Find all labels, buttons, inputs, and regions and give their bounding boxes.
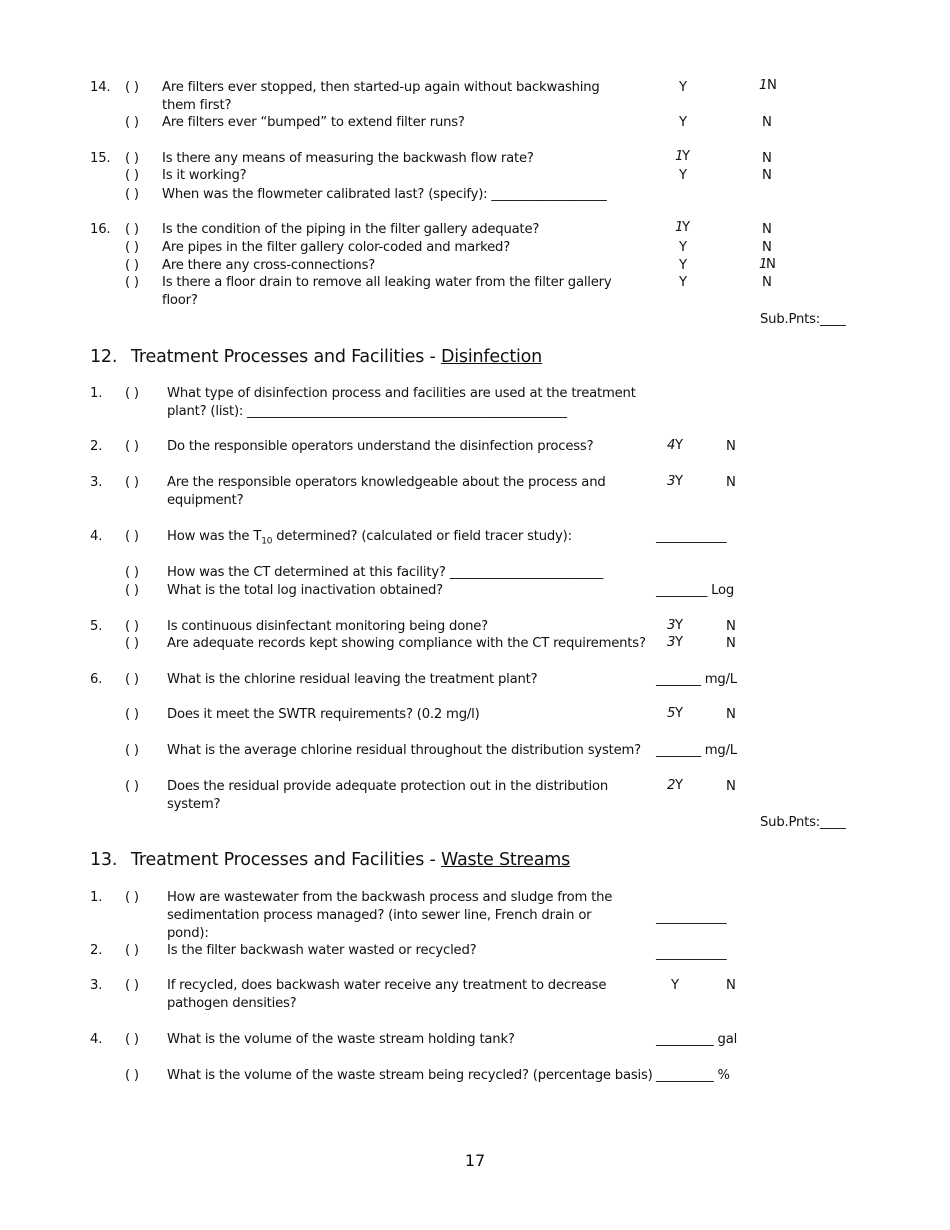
score-checkbox[interactable]: ( ): [125, 529, 139, 544]
section-number-13: 13.: [90, 850, 118, 870]
question-text: What is the average chlorine residual throughout the distribution system?: [167, 743, 641, 758]
question-number: 4.: [90, 1032, 103, 1047]
question-text: What is the chlorine residual leaving the treatment plant?: [167, 672, 538, 687]
score-checkbox[interactable]: ( ): [125, 583, 139, 598]
answer-no[interactable]: N: [726, 475, 736, 490]
score-checkbox[interactable]: ( ): [125, 386, 139, 401]
question-text: Does it meet the SWTR requirements? (0.2 mg/l): [167, 707, 480, 722]
score-checkbox[interactable]: ( ): [125, 565, 139, 580]
question-text: Do the responsible operators understand the disinfection process?: [167, 439, 594, 454]
answer-no[interactable]: N: [762, 168, 772, 183]
answer-yes[interactable]: Y: [679, 80, 687, 95]
question-text: [167, 528, 572, 551]
question-text: If recycled, does backwash water receive any treatment to decrease pathogen densities?: [167, 978, 607, 1011]
question-text: How was the CT determined at this facility? ________________________: [167, 565, 604, 580]
question-number: 2.: [90, 943, 103, 958]
question-text: Is there a floor drain to remove all leaking water from the filter gallery floor?: [162, 275, 612, 308]
question-number: 1.: [90, 890, 103, 905]
question-number-15: 15.: [90, 151, 111, 166]
question-text: How are wastewater from the backwash process and sludge from the sedimentation process managed? (into sewer line, French drain or pond):: [167, 890, 613, 941]
question-number: 1.: [90, 386, 103, 401]
answer-yes[interactable]: Y: [679, 168, 687, 183]
score-checkbox[interactable]: ( ): [125, 439, 139, 454]
score-checkbox[interactable]: ( ): [125, 187, 139, 202]
question-text: What is the volume of the waste stream holding tank?: [167, 1032, 515, 1047]
answer-no[interactable]: N: [726, 779, 736, 794]
answer-no[interactable]: N: [726, 619, 736, 634]
points-value: 5: [667, 706, 676, 721]
page-number: 17: [464, 1151, 486, 1170]
answer-blank[interactable]: ___________: [656, 529, 727, 544]
score-checkbox[interactable]: ( ): [125, 168, 139, 183]
answer-blank[interactable]: _________ %: [656, 1068, 730, 1083]
answer-yes[interactable]: Y: [675, 706, 683, 721]
answer-no[interactable]: N: [762, 240, 772, 255]
points-value: 1: [759, 78, 768, 93]
answer-no[interactable]: N: [726, 707, 736, 722]
answer-yes[interactable]: Y: [679, 258, 687, 273]
section-title-prefix: Treatment Processes and Facilities -: [131, 347, 441, 367]
section-number-12: 12.: [90, 347, 118, 367]
section-title-topic: Waste Streams: [440, 850, 571, 870]
question-text: Is continuous disinfectant monitoring being done?: [167, 619, 488, 634]
question-number: 3.: [90, 475, 103, 490]
question-number: 5.: [90, 619, 103, 634]
question-text: Are adequate records kept showing compliance with the CT requirements?: [167, 636, 646, 651]
answer-yes[interactable]: Y: [679, 275, 687, 290]
section-title: [131, 346, 542, 368]
subscript: 10: [261, 536, 273, 547]
answer-yes[interactable]: Y: [671, 978, 679, 993]
answer-blank[interactable]: ___________: [656, 910, 727, 925]
points-value: 1: [675, 149, 684, 164]
score-checkbox[interactable]: ( ): [125, 222, 139, 237]
points-value: 4: [667, 438, 676, 453]
points-value: 3: [667, 618, 676, 633]
answer-no[interactable]: N: [762, 151, 772, 166]
question-text: Are the responsible operators knowledgeable about the process and equipment?: [167, 475, 606, 508]
question-text: Is it working?: [162, 168, 247, 183]
answer-yes[interactable]: Y: [675, 474, 683, 489]
score-checkbox[interactable]: ( ): [125, 80, 139, 95]
question-number: 3.: [90, 978, 103, 993]
score-checkbox[interactable]: ( ): [125, 743, 139, 758]
question-text: Are there any cross-connections?: [162, 258, 376, 273]
score-checkbox[interactable]: ( ): [125, 258, 139, 273]
answer-yes[interactable]: Y: [682, 220, 690, 235]
answer-no[interactable]: N: [726, 636, 736, 651]
answer-no[interactable]: N: [726, 978, 736, 993]
question-text: What is the volume of the waste stream being recycled? (percentage basis): [167, 1068, 653, 1083]
score-checkbox[interactable]: ( ): [125, 890, 139, 905]
score-checkbox[interactable]: ( ): [125, 672, 139, 687]
subtotal-points[interactable]: Sub.Pnts:____: [760, 815, 846, 830]
question-number-16: 16.: [90, 222, 111, 237]
answer-blank[interactable]: _______ mg/L: [656, 672, 737, 687]
score-checkbox[interactable]: ( ): [125, 636, 139, 651]
question-text: Are filters ever stopped, then started-up again without backwashing them first?: [162, 80, 600, 113]
section-title-topic: Disinfection: [440, 347, 543, 367]
answer-yes[interactable]: Y: [675, 635, 683, 650]
answer-no[interactable]: N: [726, 439, 736, 454]
question-text: Is there any means of measuring the backwash flow rate?: [162, 151, 534, 166]
question-text: Is the filter backwash water wasted or recycled?: [167, 943, 477, 958]
question-number: 6.: [90, 672, 103, 687]
question-number: 4.: [90, 529, 103, 544]
answer-no[interactable]: N: [766, 257, 776, 272]
score-checkbox[interactable]: ( ): [125, 115, 139, 130]
answer-no[interactable]: N: [762, 115, 772, 130]
question-text: When was the flowmeter calibrated last? (specify): __________________: [162, 187, 607, 202]
question-text-part: How was the T: [167, 529, 262, 544]
answer-yes[interactable]: Y: [675, 618, 683, 633]
score-checkbox[interactable]: ( ): [125, 1032, 139, 1047]
score-checkbox[interactable]: ( ): [125, 240, 139, 255]
answer-yes[interactable]: Y: [682, 149, 690, 164]
answer-yes[interactable]: Y: [679, 115, 687, 130]
answer-no[interactable]: N: [762, 275, 772, 290]
question-text-part: determined? (calculated or field tracer study):: [272, 529, 572, 544]
score-checkbox[interactable]: ( ): [125, 978, 139, 993]
question-text: Are pipes in the filter gallery color-coded and marked?: [162, 240, 511, 255]
score-checkbox[interactable]: ( ): [125, 707, 139, 722]
points-value: 3: [667, 474, 676, 489]
answer-blank[interactable]: _______ mg/L: [656, 743, 737, 758]
answer-no[interactable]: N: [767, 78, 777, 93]
score-checkbox[interactable]: ( ): [125, 943, 139, 958]
question-text: What type of disinfection process and facilities are used at the treatment plant? (list): __________________________________________________: [167, 386, 636, 419]
question-text: Are filters ever “bumped” to extend filter runs?: [162, 115, 465, 130]
score-checkbox[interactable]: ( ): [125, 151, 139, 166]
subtotal-points[interactable]: Sub.Pnts:____: [760, 312, 846, 327]
points-value: 2: [667, 778, 676, 793]
question-text: What is the total log inactivation obtained?: [167, 583, 443, 598]
points-value: 1: [759, 257, 768, 272]
points-value: 3: [667, 635, 676, 650]
answer-yes[interactable]: Y: [675, 438, 683, 453]
section-title: [131, 849, 570, 871]
question-text: Does the residual provide adequate protection out in the distribution system?: [167, 779, 608, 812]
answer-blank[interactable]: ___________: [656, 946, 727, 961]
section-title-prefix: Treatment Processes and Facilities -: [131, 850, 441, 870]
score-checkbox[interactable]: ( ): [125, 619, 139, 634]
question-number: 2.: [90, 439, 103, 454]
question-text: Is the condition of the piping in the filter gallery adequate?: [162, 222, 540, 237]
score-checkbox[interactable]: ( ): [125, 1068, 139, 1083]
answer-blank[interactable]: ________ Log: [656, 583, 735, 598]
score-checkbox[interactable]: ( ): [125, 475, 139, 490]
points-value: 1: [675, 220, 684, 235]
answer-yes[interactable]: Y: [679, 240, 687, 255]
question-number-14: 14.: [90, 80, 111, 95]
answer-no[interactable]: N: [762, 222, 772, 237]
answer-yes[interactable]: Y: [675, 778, 683, 793]
score-checkbox[interactable]: ( ): [125, 779, 139, 794]
answer-blank[interactable]: _________ gal: [656, 1032, 738, 1047]
score-checkbox[interactable]: ( ): [125, 275, 139, 290]
